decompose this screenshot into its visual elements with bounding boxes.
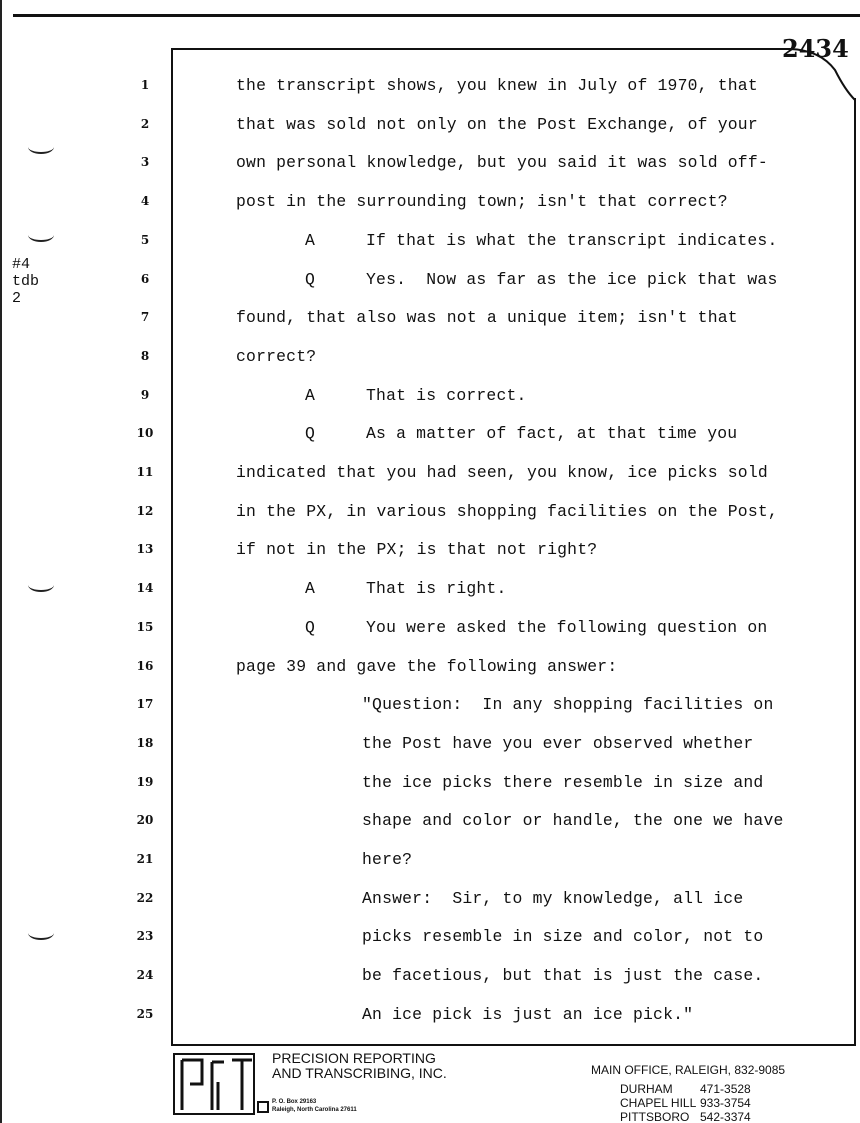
punch-hole-mark <box>28 140 54 154</box>
line-text: if not in the PX; is that not right? <box>236 540 598 560</box>
line-text: picks resemble in size and color, not to <box>362 927 764 947</box>
office-city: PITTSBORO <box>620 1110 690 1123</box>
line-text: the transcript shows, you knew in July of 1970, that <box>236 76 758 95</box>
line-text: be facetious, but that is just the case. <box>362 966 764 986</box>
line-text: indicated that you had seen, you know, ice picks sold <box>236 463 768 482</box>
line-text: correct? <box>236 346 317 366</box>
line-text: that was sold not only on the Post Exchange, of your <box>236 114 758 134</box>
line-text: the ice picks there resemble in size and <box>362 772 764 792</box>
firm-line: AND TRANSCRIBING, INC. <box>272 1065 447 1081</box>
line-number: 22 <box>136 890 154 905</box>
line-text: the Post have you ever observed whether <box>362 733 754 753</box>
margin-note: 2 <box>12 290 22 307</box>
line-number: 14 <box>136 581 154 596</box>
punch-hole-mark <box>28 578 54 592</box>
line-text: If that is what the transcript indicates. <box>366 230 778 250</box>
speaker-label: Q <box>305 269 316 289</box>
page-edge <box>0 0 2 1123</box>
line-number: 4 <box>140 194 150 209</box>
line-text: Answer: Sir, to my knowledge, all ice <box>362 888 744 908</box>
box-bottom-border <box>171 1044 855 1046</box>
box-right-border <box>854 98 856 1046</box>
line-text: own personal knowledge, but you said it was sold off- <box>236 153 768 173</box>
line-number: 9 <box>140 387 150 402</box>
line-text: As a matter of fact, at that time you <box>366 424 738 444</box>
margin-note: tdb <box>12 273 40 290</box>
line-text: shape and color or handle, the one we have <box>362 811 784 831</box>
line-number: 5 <box>140 232 150 247</box>
line-number: 11 <box>136 465 154 479</box>
line-number: 21 <box>136 852 154 866</box>
line-number: 10 <box>136 426 154 441</box>
address-line: Raleigh, North Carolina 27611 <box>272 1107 357 1113</box>
line-number: 12 <box>136 503 154 518</box>
firm-address <box>272 1098 357 1114</box>
page-number: 2434 <box>782 34 849 63</box>
line-number: 1 <box>140 78 150 92</box>
line-number: 3 <box>140 155 150 170</box>
line-number: 13 <box>136 542 154 557</box>
line-number: 17 <box>136 697 154 712</box>
line-number: 15 <box>136 619 154 634</box>
line-number: 8 <box>140 348 150 363</box>
line-text: here? <box>362 850 413 869</box>
office-phone: 933-3754 <box>700 1096 751 1110</box>
line-number: 2 <box>140 116 150 131</box>
punch-hole-mark <box>28 228 54 242</box>
speaker-label: Q <box>305 617 316 637</box>
line-number: 25 <box>136 1006 154 1021</box>
speaker-label: A <box>305 579 316 599</box>
line-number: 6 <box>140 271 150 286</box>
speaker-label: A <box>305 385 316 405</box>
box-left-border <box>171 48 173 1046</box>
line-number: 20 <box>136 813 154 828</box>
firm-name <box>272 1051 447 1081</box>
margin-note: #4 <box>12 256 31 273</box>
office-city: DURHAM <box>620 1082 673 1096</box>
pt-logo <box>172 1052 272 1118</box>
line-number: 7 <box>140 310 150 325</box>
office-city: CHAPEL HILL <box>620 1096 697 1110</box>
line-text: That is right. <box>366 579 507 599</box>
top-rule <box>13 14 860 17</box>
box-top-border <box>171 48 791 50</box>
main-office: MAIN OFFICE, RALEIGH, 832-9085 <box>591 1063 786 1077</box>
line-text: page 39 and gave the following answer: <box>236 656 618 676</box>
office-phone: 542-3374 <box>700 1110 751 1123</box>
firm-line: PRECISION REPORTING <box>272 1050 436 1066</box>
line-number: 23 <box>136 929 154 944</box>
line-text: Yes. Now as far as the ice pick that was <box>366 269 778 289</box>
speaker-label: Q <box>305 424 316 444</box>
punch-hole-mark <box>28 926 54 940</box>
line-text: That is correct. <box>366 385 527 405</box>
line-number: 19 <box>136 774 154 789</box>
speaker-label: A <box>305 230 316 250</box>
address-line: P. O. Box 29163 <box>272 1099 317 1105</box>
line-text: You were asked the following question on <box>366 617 768 637</box>
office-phone: 471-3528 <box>700 1082 751 1096</box>
line-text: found, that also was not a unique item; isn't that <box>236 308 738 328</box>
line-text: post in the surrounding town; isn't that correct? <box>236 192 728 212</box>
line-text: in the PX, in various shopping facilities on the Post, <box>236 501 778 521</box>
line-number: 18 <box>136 735 154 750</box>
line-number: 16 <box>136 658 154 673</box>
line-text: An ice pick is just an ice pick." <box>362 1004 694 1024</box>
line-number: 24 <box>136 968 154 983</box>
line-text: "Question: In any shopping facilities on <box>362 695 774 715</box>
